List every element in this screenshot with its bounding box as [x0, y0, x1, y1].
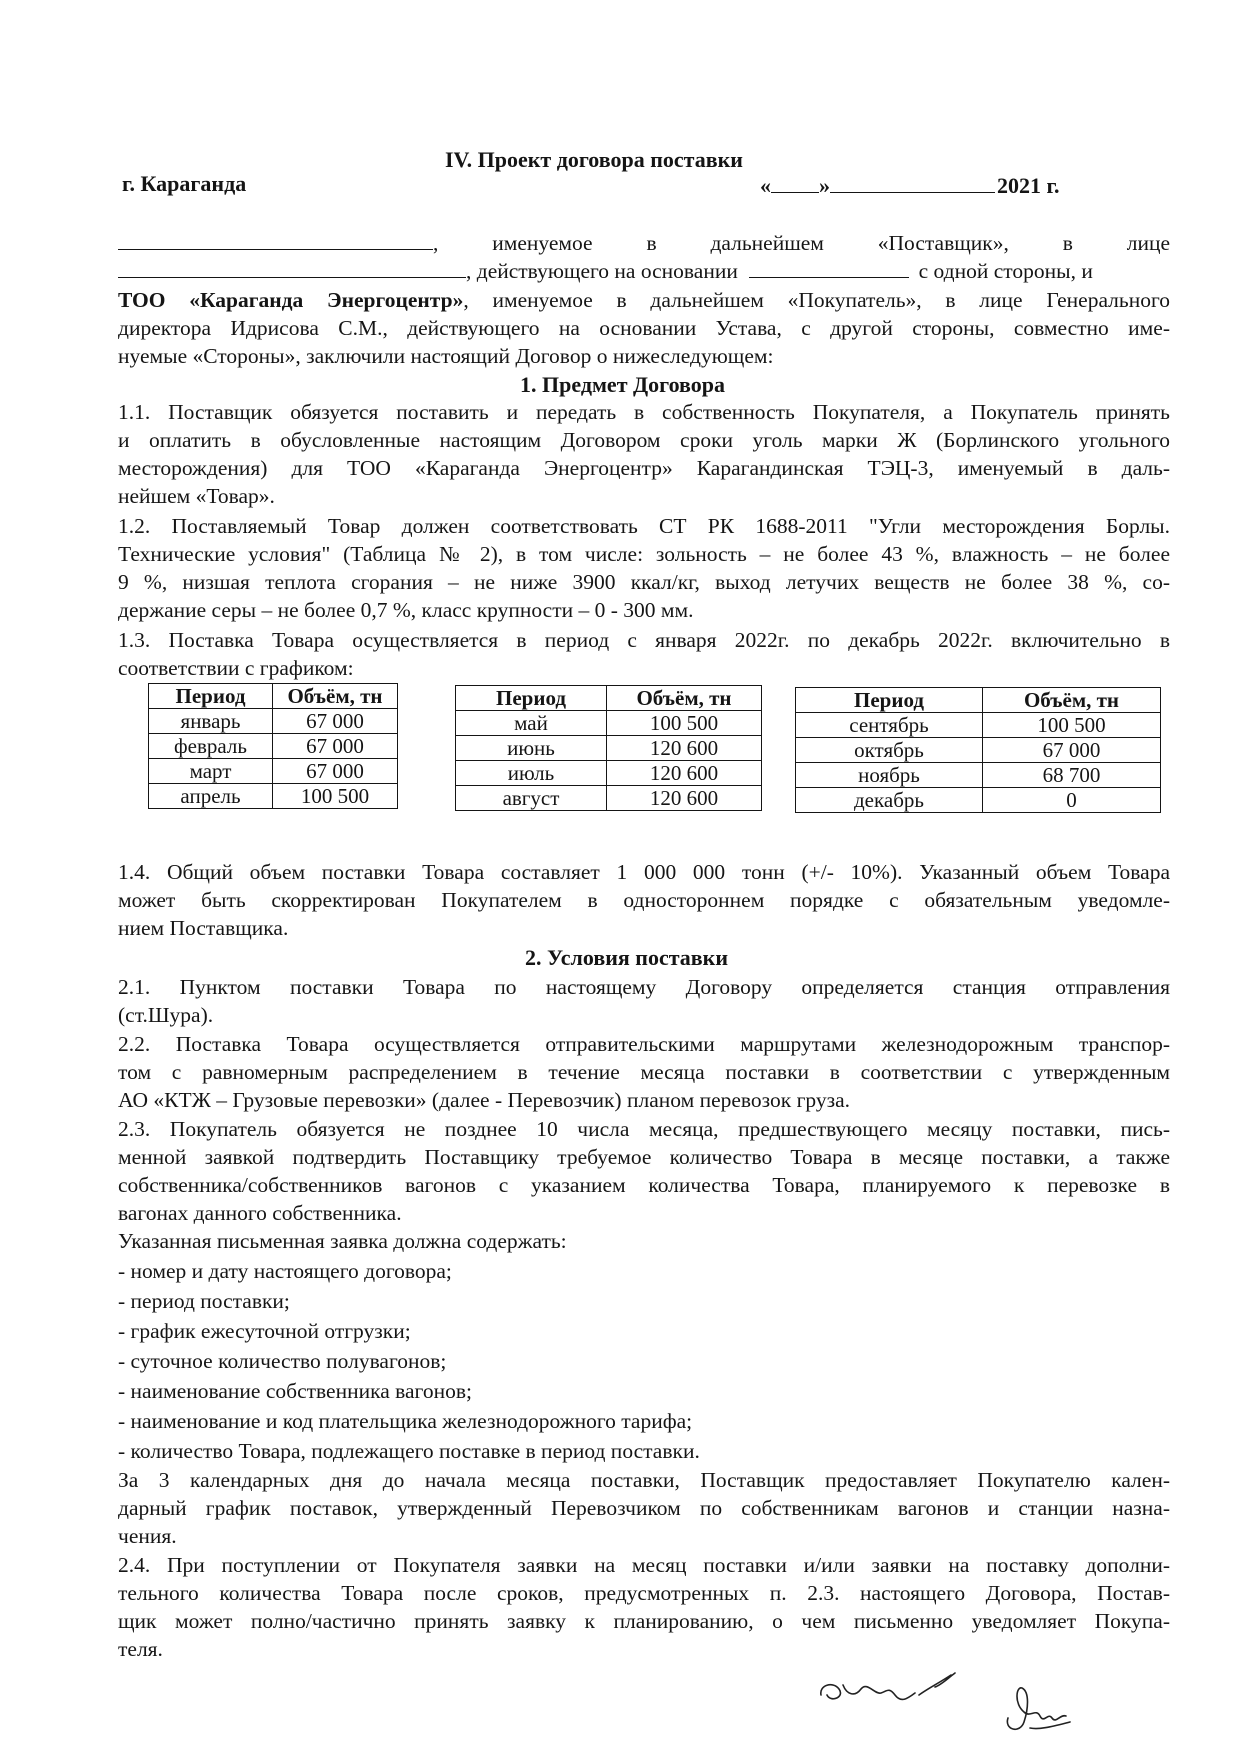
list-item: - суточное количество полувагонов;: [118, 1349, 447, 1373]
clause-2-3-line: 2.3. Покупатель обязуется не позднее 10 числа месяца, предшествующего месяцу поставки, пись-: [118, 1117, 1170, 1141]
request-intro: Указанная письменная заявка должна содержать:: [118, 1229, 567, 1253]
intro-text: с одной стороны, и: [918, 259, 1093, 283]
intro-text: дальнейшем: [710, 231, 824, 255]
volume-cell: 68 700: [983, 763, 1161, 788]
date-year: 2021 г.: [997, 173, 1060, 198]
clause-1-3-line: 1.3. Поставка Товара осуществляется в период с января 2022г. по декабрь 2022г. включительно в: [118, 628, 1170, 652]
month-cell: февраль: [149, 734, 273, 759]
intro-text: в: [646, 231, 657, 255]
month-cell: октябрь: [796, 738, 983, 763]
table-row: [796, 713, 1161, 738]
table-row: [796, 763, 1161, 788]
clause-1-2-line: 9 %, низшая теплота сгорания – не ниже 3900 ккал/кг, выход летучих веществ не более 38 %, со-: [118, 570, 1170, 594]
volume-cell: 120 600: [607, 786, 762, 811]
clause-2-4-line: теля.: [118, 1637, 163, 1661]
clause-2-2-line: том с равномерным распределением в течение месяца поставки в соответствии с утвержденным: [118, 1060, 1170, 1084]
clause-2-2-line: 2.2. Поставка Товара осуществляется отправительскими маршрутами железнодорожным транспор-: [118, 1032, 1170, 1056]
date-close-quote: »: [819, 173, 830, 198]
schedule-table-may-aug: [455, 685, 762, 811]
table-row: [149, 759, 398, 784]
intro-text: именуемое: [492, 231, 593, 255]
clause-1-1-line: нейшем «Товар».: [118, 484, 275, 508]
buyer-name: ТОО «Караганда Энергоцентр»: [118, 288, 464, 312]
column-header-period: Период: [456, 686, 607, 711]
clause-1-4-line: может быть скорректирован Покупателем в одностороннем порядке с обязательным уведомле-: [118, 888, 1170, 912]
clause-2-1-line: (ст.Шура).: [118, 1003, 214, 1027]
clause-2-3-line: менной заявкой подтвердить Поставщику требуемое количество Товара в месяце поставки, а также: [118, 1145, 1170, 1169]
column-header-volume: Объём, тн: [273, 684, 398, 709]
volume-cell: 100 500: [607, 711, 762, 736]
month-cell: декабрь: [796, 788, 983, 813]
list-item: - количество Товара, подлежащего поставке в период поставки.: [118, 1439, 700, 1463]
clause-1-2-line: Технические условия" (Таблица № 2), в том числе: зольность – не более 43 %, влажность – не более: [118, 542, 1170, 566]
clause-1-1-line: месторождения) для ТОО «Караганда Энергоцентр» Карагандинская ТЭЦ-3, именуемый в даль-: [118, 456, 1170, 480]
intro-line-5: нуемые «Стороны», заключили настоящий Договор о нижеследующем:: [118, 344, 774, 368]
month-cell: апрель: [149, 784, 273, 809]
volume-cell: 67 000: [273, 709, 398, 734]
table-row: [456, 736, 762, 761]
volume-cell: 67 000: [983, 738, 1161, 763]
month-cell: июль: [456, 761, 607, 786]
calendar-paragraph-line: дарный график поставок, утвержденный Перевозчиком по собственникам вагонов и станции назна-: [118, 1496, 1170, 1520]
clause-1-4-line: нием Поставщика.: [118, 916, 289, 940]
date-open-quote: «: [760, 173, 771, 198]
clause-2-4-line: тельного количества Товара после сроков, предусмотренных п. 2.3. настоящего Договора, Постав-: [118, 1581, 1170, 1605]
clause-1-1-line: 1.1. Поставщик обязуется поставить и передать в собственность Покупателя, а Покупатель принять: [118, 400, 1170, 424]
intro-text: в: [1062, 231, 1073, 255]
clause-2-3-line: собственника/собственников вагонов с указанием количества Товара, планируемого к перевозке в: [118, 1173, 1170, 1197]
volume-cell: 100 500: [273, 784, 398, 809]
intro-line-1: , именуемое в дальнейшем «Поставщик», в лице: [118, 229, 1170, 257]
intro-text: , именуемое в дальнейшем «Покупатель», в лице Генерального: [463, 288, 1171, 312]
basis-document-blank: [749, 257, 909, 278]
volume-cell: 100 500: [983, 713, 1161, 738]
date-day-blank: [771, 172, 819, 193]
table-row: [149, 709, 398, 734]
column-header-period: Период: [796, 688, 983, 713]
table-row: [796, 738, 1161, 763]
intro-text: лице: [1126, 231, 1171, 255]
month-cell: ноябрь: [796, 763, 983, 788]
document-title: IV. Проект договора поставки: [445, 147, 743, 172]
month-cell: сентябрь: [796, 713, 983, 738]
month-cell: март: [149, 759, 273, 784]
intro-line-2: [118, 257, 1170, 285]
volume-cell: 0: [983, 788, 1161, 813]
intro-text: «Поставщик»,: [877, 231, 1009, 255]
city-label: г. Караганда: [122, 171, 247, 196]
table-row: [456, 761, 762, 786]
list-item: - номер и дату настоящего договора;: [118, 1259, 452, 1283]
volume-cell: 67 000: [273, 734, 398, 759]
clause-1-2-line: 1.2. Поставляемый Товар должен соответствовать СТ РК 1688-2011 "Угли месторождения Борлы.: [118, 514, 1170, 538]
section-2-title: 2. Условия поставки: [525, 945, 729, 970]
intro-line-3: [118, 286, 1170, 314]
table-row: [456, 711, 762, 736]
table-row: [456, 786, 762, 811]
calendar-paragraph-line: За 3 календарных дня до начала месяца поставки, Поставщик предоставляет Покупателю кален-: [118, 1468, 1170, 1492]
table-row: [796, 788, 1161, 813]
contract-date: [760, 172, 1060, 200]
column-header-volume: Объём, тн: [607, 686, 762, 711]
table-row: [149, 734, 398, 759]
column-header-period: Период: [149, 684, 273, 709]
handwritten-initials-right: [1000, 1678, 1080, 1744]
clause-1-3-line: соответствии с графиком:: [118, 656, 354, 680]
date-month-blank: [830, 172, 995, 193]
month-cell: май: [456, 711, 607, 736]
supplier-name-blank: [118, 229, 433, 250]
volume-cell: 67 000: [273, 759, 398, 784]
section-1-title: 1. Предмет Договора: [520, 372, 726, 397]
schedule-table-jan-apr: [148, 683, 398, 809]
list-item: - наименование собственника вагонов;: [118, 1379, 472, 1403]
clause-1-4-line: 1.4. Общий объем поставки Товара составляет 1 000 000 тонн (+/- 10%). Указанный объем Товара: [118, 860, 1170, 884]
clause-2-1-line: 2.1. Пунктом поставки Товара по настоящему Договору определяется станция отправления: [118, 975, 1170, 999]
month-cell: август: [456, 786, 607, 811]
representative-blank: [118, 257, 466, 278]
month-cell: июнь: [456, 736, 607, 761]
intro-text: , действующего на основании: [466, 259, 738, 283]
column-header-volume: Объём, тн: [983, 688, 1161, 713]
clause-2-2-line: АО «КТЖ – Грузовые перевозки» (далее - Перевозчик) планом перевозок груза.: [118, 1088, 851, 1112]
clause-1-1-line: и оплатить в обусловленные настоящим Договором сроки уголь марки Ж (Борлинского угольного: [118, 428, 1170, 452]
intro-line-4: директора Идрисова С.М., действующего на основании Устава, с другой стороны, совместно име-: [118, 316, 1170, 340]
clause-1-2-line: держание серы – не более 0,7 %, класс крупности – 0 - 300 мм.: [118, 598, 694, 622]
calendar-paragraph-line: чения.: [118, 1524, 177, 1548]
clause-2-4-line: 2.4. При поступлении от Покупателя заявки на месяц поставки и/или заявки на поставку дополни-: [118, 1553, 1170, 1577]
schedule-table-sep-dec: [795, 687, 1161, 813]
volume-cell: 120 600: [607, 736, 762, 761]
clause-2-3-line: вагонах данного собственника.: [118, 1201, 402, 1225]
list-item: - период поставки;: [118, 1289, 290, 1313]
handwritten-initials-left: [815, 1665, 975, 1717]
clause-2-4-line: щик может полно/частично принять заявку к планированию, о чем письменно уведомляет Покупа-: [118, 1609, 1170, 1633]
list-item: - график ежесуточной отгрузки;: [118, 1319, 411, 1343]
table-row: [149, 784, 398, 809]
list-item: - наименование и код плательщика железнодорожного тарифа;: [118, 1409, 693, 1433]
volume-cell: 120 600: [607, 761, 762, 786]
month-cell: январь: [149, 709, 273, 734]
